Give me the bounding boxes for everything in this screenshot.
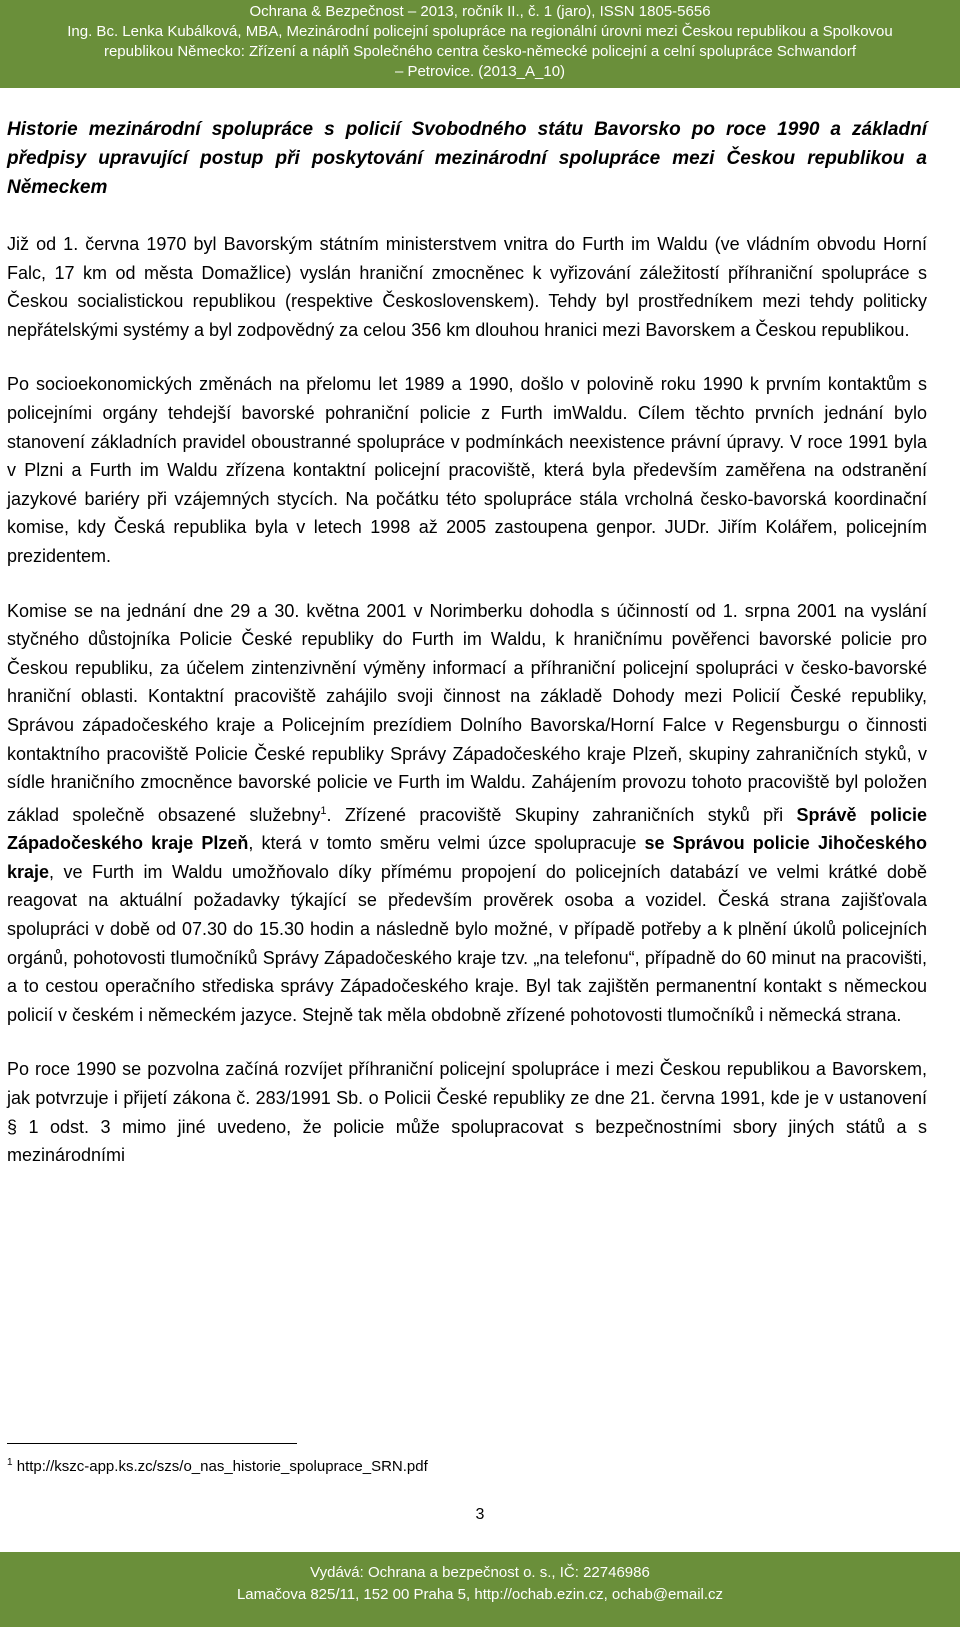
footnote-separator <box>7 1443 297 1444</box>
article-body <box>7 115 927 1170</box>
article-citation-line-1: Ing. Bc. Lenka Kubálková, MBA, Mezinárodní policejní spolupráce na regionální úrovni mezi Českou republikou a Spolkovou <box>67 23 893 40</box>
journal-info: Ochrana & Bezpečnost – 2013, ročník II., č. 1 (jaro), ISSN 1805-5656 <box>249 3 711 20</box>
page-footer <box>0 1552 960 1627</box>
publisher-address: Lamačova 825/11, 152 00 Praha 5, http://ochab.ezin.cz, ochab@email.cz <box>236 1586 724 1603</box>
paragraph-3-text-d: , ve Furth im Waldu umožňovalo díky přímému propojení do policejních databází ve velmi krátké době reagovat na aktuální požadavky týkající se především prověrek osoba a vozidel. Česká strana zajišťovala spolupráci v době od 07.30 do 15.30 hodin a následně bylo možné, v případě potřeby a k plnění úkolů policejních orgánů, pohotovosti tlumočníků Správy Západočeského kraje tzv. „na telefonu“, případně do 60 minut na pracovišti, a to cestou operačního střediska správy Západočeského kraje. Byl tak zajištěn permanentní kontakt s německou policií v českém i německém jazyce. Stejně tak měla obdobně zřízené pohotovosti tlumočníků i německá strana. <box>7 861 927 1025</box>
page-number: 3 <box>475 1506 485 1523</box>
footnote <box>7 1452 428 1478</box>
paragraph-3-bold-1: Správě policie Západočeského kraje Plzeň <box>7 804 927 854</box>
paragraph-3-text-a: Komise se na jednání dne 29 a 30. května 2001 v Norimberku dohodla s účinností od 1. srpna 2001 na vyslání styčného důstojníka Policie České republiky do Furth im Waldu, k hraničnímu pověřenci bavorské policie pro Českou republiku, za účelem zintenzivnění výměny informací a příhraniční policejní spolupráci v česko-bavorské hraniční oblasti. Kontaktní pracoviště zahájilo svoji činnost na základě Dohody mezi Policií České republiky, Správou západočeského kraje a Policejním prezídiem Dolního Bavorska/Horní Falce v Regensburgu o činnosti kontaktního pracoviště Policie České republiky Správy Západočeského kraje Plzeň, skupiny zahraničních styků, v sídle hraničního zmocněnce bavorské policie ve Furth im Waldu. Zahájením provozu tohoto pracoviště byl položen základ společně obsazené služebny <box>7 600 927 825</box>
article-citation-line-3: – Petrovice. (2013_A_10) <box>394 63 566 80</box>
footnote-number: 1 <box>7 1457 13 1468</box>
paragraph-2: Po socioekonomických změnách na přelomu let 1989 a 1990, došlo v polovině roku 1990 k prvním kontaktům s policejními orgány tehdejší bavorské pohraniční policie z Furth imWaldu. Cílem těchto prvních jednání bylo stanovení základních pravidel oboustranné spolupráce v podmínkách neexistence právní úpravy. V roce 1991 byla v Plzni a Furth im Waldu zřízena kontaktní policejní pracoviště, která byla především zaměřena na odstranění jazykové bariéry při vzájemných stycích. Na počátku této spolupráce stála vrcholná česko-bavorská koordinační komise, kdy Česká republika byla v letech 1998 až 2005 zastoupena genpor. JUDr. Jiřím Kolářem, policejním prezidentem. <box>7 374 927 566</box>
footnote-reference[interactable]: 1 <box>320 804 327 817</box>
paragraph-4: Po roce 1990 se pozvolna začíná rozvíjet příhraniční policejní spolupráce i mezi Českou republikou a Bavorskem, jak potvrzuje i přijetí zákona č. 283/1991 Sb. o Policii České republiky ze dne 21. června 1991, kde je v ustanovení § 1 odst. 3 mimo jiné uvedeno, že policie může spolupracovat s bezpečnostními sbory jiných států a s mezinárodními <box>7 1059 927 1166</box>
paragraph-3-text-b: . Zřízené pracoviště Skupiny zahraničních styků při <box>326 804 797 825</box>
publisher-info: Vydává: Ochrana a bezpečnost o. s., IČ: 22746986 <box>310 1564 650 1581</box>
article-citation-line-2: republikou Německo: Zřízení a náplň Společného centra česko-německé policejní a celní spolupráce Schwandorf <box>103 43 857 60</box>
paragraph-3-bold-2: se Správou policie Jihočeského kraje <box>7 833 927 882</box>
paragraph-3 <box>7 597 927 1030</box>
page-header <box>0 0 960 88</box>
paragraph-1: Již od 1. června 1970 byl Bavorským státním ministerstvem vnitra do Furth im Waldu (ve vládním obvodu Horní Falc, 17 km od města Domažlice) vyslán hraniční zmocněnec k vyřizování záležitostí příhraniční spolupráce s Českou socialistickou republikou (respektive Československem). Tehdy byl prostředníkem mezi tehdy politicky nepřátelskými systémy a byl zodpovědný za celou 356 km dlouhou hranici mezi Bavorskem a Českou republikou. <box>7 234 927 340</box>
paragraph-3-text-c: , která v tomto směru velmi úzce spolupracuje <box>248 833 645 854</box>
section-heading: Historie mezinárodní spolupráce s policií Svobodného státu Bavorsko po roce 1990 a základní předpisy upravující postup při poskytování mezinárodní spolupráce mezi Českou republikou a Německem <box>7 119 927 198</box>
footnote-link[interactable]: http://kszc-app.ks.zc/szs/o_nas_historie_spoluprace_SRN.pdf <box>16 1458 428 1475</box>
